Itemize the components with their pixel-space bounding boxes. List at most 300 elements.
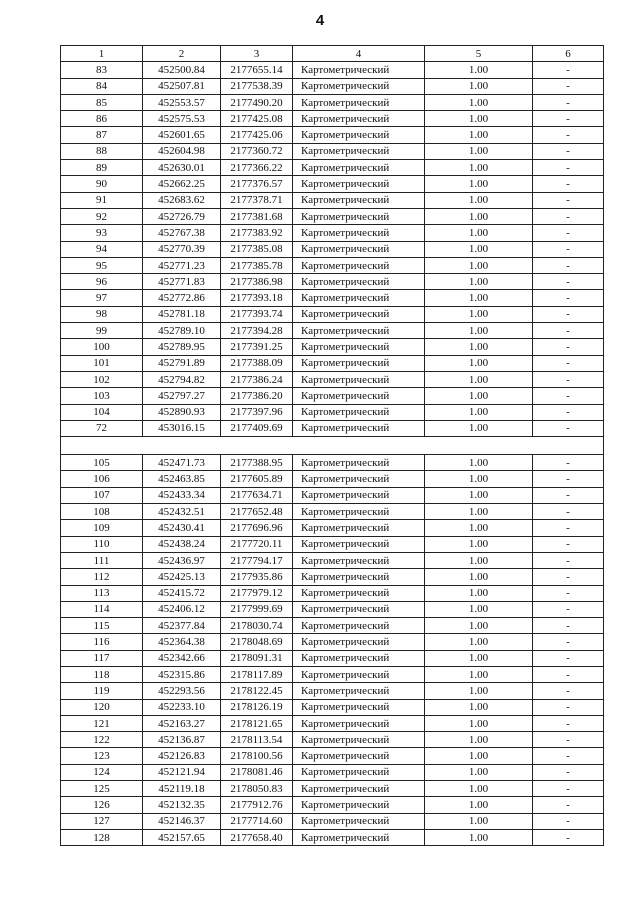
table-cell: 1.00 bbox=[425, 111, 533, 127]
table-cell: Картометрический bbox=[293, 94, 425, 110]
table-cell: 2177935.86 bbox=[221, 569, 293, 585]
table-row bbox=[61, 78, 604, 94]
table-cell: 87 bbox=[61, 127, 143, 143]
table-row bbox=[61, 290, 604, 306]
table-cell: 2177605.89 bbox=[221, 471, 293, 487]
table-cell: 1.00 bbox=[425, 355, 533, 371]
table-row bbox=[61, 176, 604, 192]
table-cell: - bbox=[533, 176, 604, 192]
table-row bbox=[61, 829, 604, 845]
table-cell: 2177490.20 bbox=[221, 94, 293, 110]
table-cell: 2177652.48 bbox=[221, 504, 293, 520]
table-row bbox=[61, 715, 604, 731]
table-row bbox=[61, 241, 604, 257]
table-cell: 2178113.54 bbox=[221, 732, 293, 748]
table-cell: 88 bbox=[61, 143, 143, 159]
table-cell: 123 bbox=[61, 748, 143, 764]
table-row bbox=[61, 487, 604, 503]
table-cell: 84 bbox=[61, 78, 143, 94]
column-header: 2 bbox=[143, 46, 221, 62]
table-cell: - bbox=[533, 601, 604, 617]
table-cell: 452157.65 bbox=[143, 829, 221, 845]
table-cell: 2177794.17 bbox=[221, 552, 293, 568]
table-cell: 117 bbox=[61, 650, 143, 666]
table-cell: Картометрический bbox=[293, 257, 425, 273]
table-cell: Картометрический bbox=[293, 634, 425, 650]
table-cell: Картометрический bbox=[293, 339, 425, 355]
table-cell: 98 bbox=[61, 306, 143, 322]
table-cell: 452771.23 bbox=[143, 257, 221, 273]
table-cell: 1.00 bbox=[425, 257, 533, 273]
table-cell: Картометрический bbox=[293, 355, 425, 371]
table-cell: - bbox=[533, 536, 604, 552]
table-cell: 2177383.92 bbox=[221, 225, 293, 241]
table-cell: 2177386.20 bbox=[221, 388, 293, 404]
table-cell: - bbox=[533, 339, 604, 355]
table-cell: 83 bbox=[61, 62, 143, 78]
table-cell: Картометрический bbox=[293, 404, 425, 420]
table-row bbox=[61, 634, 604, 650]
table-row bbox=[61, 306, 604, 322]
table-cell: 1.00 bbox=[425, 781, 533, 797]
table-cell: 2178081.46 bbox=[221, 764, 293, 780]
table-cell: 1.00 bbox=[425, 748, 533, 764]
table-cell: 99 bbox=[61, 323, 143, 339]
table-cell: Картометрический bbox=[293, 192, 425, 208]
table-cell: Картометрический bbox=[293, 78, 425, 94]
table-cell: 1.00 bbox=[425, 339, 533, 355]
table-cell: Картометрический bbox=[293, 520, 425, 536]
table-cell: 452433.34 bbox=[143, 487, 221, 503]
table-cell: - bbox=[533, 650, 604, 666]
table-cell: 111 bbox=[61, 552, 143, 568]
table-cell: - bbox=[533, 420, 604, 436]
table-cell: Картометрический bbox=[293, 715, 425, 731]
table-row bbox=[61, 569, 604, 585]
table-cell: Картометрический bbox=[293, 732, 425, 748]
table-cell: Картометрический bbox=[293, 371, 425, 387]
table-cell: 452789.95 bbox=[143, 339, 221, 355]
table-row bbox=[61, 257, 604, 273]
table-cell: 452463.85 bbox=[143, 471, 221, 487]
table-cell: 452772.86 bbox=[143, 290, 221, 306]
table-cell: 2177385.08 bbox=[221, 241, 293, 257]
table-cell: Картометрический bbox=[293, 618, 425, 634]
table-header bbox=[61, 46, 604, 62]
table-row bbox=[61, 388, 604, 404]
table-cell: 1.00 bbox=[425, 241, 533, 257]
table-cell: - bbox=[533, 160, 604, 176]
table-row bbox=[61, 160, 604, 176]
table-row bbox=[61, 797, 604, 813]
table-cell: 113 bbox=[61, 585, 143, 601]
table-cell: 104 bbox=[61, 404, 143, 420]
table-cell: Картометрический bbox=[293, 388, 425, 404]
table-cell: - bbox=[533, 404, 604, 420]
table-cell: 1.00 bbox=[425, 306, 533, 322]
table-row bbox=[61, 192, 604, 208]
table-cell: 109 bbox=[61, 520, 143, 536]
table-cell: - bbox=[533, 455, 604, 471]
table-cell: 2177393.74 bbox=[221, 306, 293, 322]
table-cell: 1.00 bbox=[425, 536, 533, 552]
table-cell: Картометрический bbox=[293, 143, 425, 159]
table-cell: - bbox=[533, 471, 604, 487]
table-cell: 452121.94 bbox=[143, 764, 221, 780]
table-cell: 452791.89 bbox=[143, 355, 221, 371]
table-cell: - bbox=[533, 62, 604, 78]
table-cell: 1.00 bbox=[425, 715, 533, 731]
table-cell: 1.00 bbox=[425, 290, 533, 306]
table-cell: - bbox=[533, 504, 604, 520]
table-cell: 1.00 bbox=[425, 585, 533, 601]
table-cell: Картометрический bbox=[293, 127, 425, 143]
table-cell: 2178100.56 bbox=[221, 748, 293, 764]
table-cell: 1.00 bbox=[425, 78, 533, 94]
table-row bbox=[61, 781, 604, 797]
table-cell: 452132.35 bbox=[143, 797, 221, 813]
table-cell: - bbox=[533, 225, 604, 241]
table-cell: - bbox=[533, 699, 604, 715]
table-row bbox=[61, 404, 604, 420]
table-cell: 1.00 bbox=[425, 569, 533, 585]
table-cell: Картометрический bbox=[293, 290, 425, 306]
table-cell: - bbox=[533, 78, 604, 94]
table-cell: Картометрический bbox=[293, 552, 425, 568]
table-cell: - bbox=[533, 487, 604, 503]
table-cell: 1.00 bbox=[425, 552, 533, 568]
table-row bbox=[61, 585, 604, 601]
table-cell: 2177714.60 bbox=[221, 813, 293, 829]
table-cell: Картометрический bbox=[293, 601, 425, 617]
table-cell: 1.00 bbox=[425, 143, 533, 159]
table-row bbox=[61, 699, 604, 715]
table-cell: 101 bbox=[61, 355, 143, 371]
table-cell: - bbox=[533, 520, 604, 536]
table-row bbox=[61, 94, 604, 110]
table-cell: 1.00 bbox=[425, 487, 533, 503]
table-cell: 2177391.25 bbox=[221, 339, 293, 355]
table-cell: - bbox=[533, 781, 604, 797]
table-cell: 1.00 bbox=[425, 371, 533, 387]
table-cell: 96 bbox=[61, 274, 143, 290]
table-cell: Картометрический bbox=[293, 323, 425, 339]
table-cell: Картометрический bbox=[293, 683, 425, 699]
table-cell: 1.00 bbox=[425, 813, 533, 829]
table-cell: 452767.38 bbox=[143, 225, 221, 241]
table-cell: Картометрический bbox=[293, 274, 425, 290]
table-cell: 452136.87 bbox=[143, 732, 221, 748]
table-cell: 1.00 bbox=[425, 650, 533, 666]
table-cell: 452406.12 bbox=[143, 601, 221, 617]
table-cell: - bbox=[533, 257, 604, 273]
table-cell: - bbox=[533, 127, 604, 143]
table-cell: 452293.56 bbox=[143, 683, 221, 699]
table-row bbox=[61, 504, 604, 520]
table-cell: 1.00 bbox=[425, 601, 533, 617]
table-row bbox=[61, 111, 604, 127]
table-cell: 1.00 bbox=[425, 471, 533, 487]
table-cell: Картометрический bbox=[293, 764, 425, 780]
column-header: 5 bbox=[425, 46, 533, 62]
table-cell: 452119.18 bbox=[143, 781, 221, 797]
table-row bbox=[61, 471, 604, 487]
table-cell: Картометрический bbox=[293, 176, 425, 192]
table-cell: 1.00 bbox=[425, 420, 533, 436]
table-cell: 115 bbox=[61, 618, 143, 634]
table-row bbox=[61, 339, 604, 355]
table-cell: 1.00 bbox=[425, 388, 533, 404]
table-cell: - bbox=[533, 618, 604, 634]
table-cell: 2177634.71 bbox=[221, 487, 293, 503]
table-row bbox=[61, 813, 604, 829]
table-cell: - bbox=[533, 94, 604, 110]
table-cell: 105 bbox=[61, 455, 143, 471]
table-cell: 452415.72 bbox=[143, 585, 221, 601]
table-row bbox=[61, 666, 604, 682]
table-cell: Картометрический bbox=[293, 208, 425, 224]
table-cell: Картометрический bbox=[293, 455, 425, 471]
table-cell: Картометрический bbox=[293, 111, 425, 127]
column-header: 3 bbox=[221, 46, 293, 62]
table-cell: 120 bbox=[61, 699, 143, 715]
table-cell: Картометрический bbox=[293, 699, 425, 715]
table-cell: 452575.53 bbox=[143, 111, 221, 127]
table-cell: - bbox=[533, 241, 604, 257]
table-cell: 112 bbox=[61, 569, 143, 585]
table-cell: 453016.15 bbox=[143, 420, 221, 436]
table-cell: 2178030.74 bbox=[221, 618, 293, 634]
table-cell: 2177386.24 bbox=[221, 371, 293, 387]
table-cell: 114 bbox=[61, 601, 143, 617]
table-cell: 125 bbox=[61, 781, 143, 797]
table-cell: 452430.41 bbox=[143, 520, 221, 536]
table-cell: 2177360.72 bbox=[221, 143, 293, 159]
table-cell: 2177658.40 bbox=[221, 829, 293, 845]
table-cell: 1.00 bbox=[425, 764, 533, 780]
table-cell: - bbox=[533, 371, 604, 387]
table-cell: 2177538.39 bbox=[221, 78, 293, 94]
table-cell: 452146.37 bbox=[143, 813, 221, 829]
table-cell: 94 bbox=[61, 241, 143, 257]
table-cell: 1.00 bbox=[425, 634, 533, 650]
table-cell: 2177912.76 bbox=[221, 797, 293, 813]
table-row bbox=[61, 748, 604, 764]
table-cell: 2178117.89 bbox=[221, 666, 293, 682]
table-cell: - bbox=[533, 634, 604, 650]
table-cell: Картометрический bbox=[293, 585, 425, 601]
table-cell: 1.00 bbox=[425, 455, 533, 471]
table-cell: 452432.51 bbox=[143, 504, 221, 520]
table-cell: 2178048.69 bbox=[221, 634, 293, 650]
table-cell: 2177386.98 bbox=[221, 274, 293, 290]
coordinates-table bbox=[60, 45, 604, 846]
table-row bbox=[61, 127, 604, 143]
table-row bbox=[61, 62, 604, 78]
table-cell: - bbox=[533, 813, 604, 829]
table-cell: 452770.39 bbox=[143, 241, 221, 257]
table-cell: 452500.84 bbox=[143, 62, 221, 78]
table-cell: 91 bbox=[61, 192, 143, 208]
table-cell: - bbox=[533, 323, 604, 339]
table-cell: Картометрический bbox=[293, 306, 425, 322]
table-cell: 1.00 bbox=[425, 274, 533, 290]
table-cell: Картометрический bbox=[293, 797, 425, 813]
table-cell: 452771.83 bbox=[143, 274, 221, 290]
table-cell: 107 bbox=[61, 487, 143, 503]
table-cell: 2178122.45 bbox=[221, 683, 293, 699]
table-cell: 1.00 bbox=[425, 176, 533, 192]
table-cell: 2177425.08 bbox=[221, 111, 293, 127]
table-cell: 106 bbox=[61, 471, 143, 487]
table-cell: Картометрический bbox=[293, 829, 425, 845]
table-cell: 100 bbox=[61, 339, 143, 355]
table-cell: 452794.82 bbox=[143, 371, 221, 387]
table-cell: 128 bbox=[61, 829, 143, 845]
table-cell: 2178126.19 bbox=[221, 699, 293, 715]
table-cell: Картометрический bbox=[293, 160, 425, 176]
table-cell: 452425.13 bbox=[143, 569, 221, 585]
table-cell: 127 bbox=[61, 813, 143, 829]
table-row bbox=[61, 323, 604, 339]
table-cell: 2178091.31 bbox=[221, 650, 293, 666]
table-cell: - bbox=[533, 585, 604, 601]
table-cell: 119 bbox=[61, 683, 143, 699]
table-cell: - bbox=[533, 388, 604, 404]
table-cell: 2178121.65 bbox=[221, 715, 293, 731]
table-cell: - bbox=[533, 208, 604, 224]
table-cell: 452315.86 bbox=[143, 666, 221, 682]
table-cell: 86 bbox=[61, 111, 143, 127]
table-cell: 2177720.11 bbox=[221, 536, 293, 552]
table-cell: 1.00 bbox=[425, 683, 533, 699]
table-cell: 72 bbox=[61, 420, 143, 436]
table-cell: 1.00 bbox=[425, 94, 533, 110]
table-cell: 452436.97 bbox=[143, 552, 221, 568]
table-cell: 452471.73 bbox=[143, 455, 221, 471]
table-cell: 452507.81 bbox=[143, 78, 221, 94]
table-row bbox=[61, 683, 604, 699]
table-row bbox=[61, 355, 604, 371]
table-cell: 108 bbox=[61, 504, 143, 520]
table-cell: Картометрический bbox=[293, 650, 425, 666]
table-cell: 1.00 bbox=[425, 225, 533, 241]
table-cell: - bbox=[533, 683, 604, 699]
table-cell: - bbox=[533, 764, 604, 780]
table-row bbox=[61, 732, 604, 748]
table-cell: 1.00 bbox=[425, 520, 533, 536]
table-row bbox=[61, 552, 604, 568]
table-row bbox=[61, 143, 604, 159]
table-cell: 1.00 bbox=[425, 62, 533, 78]
table-cell: 92 bbox=[61, 208, 143, 224]
table-cell: - bbox=[533, 192, 604, 208]
table-cell: 1.00 bbox=[425, 732, 533, 748]
table-row bbox=[61, 371, 604, 387]
table-row bbox=[61, 455, 604, 471]
table-cell: 126 bbox=[61, 797, 143, 813]
table-cell: 452126.83 bbox=[143, 748, 221, 764]
table-cell: 95 bbox=[61, 257, 143, 273]
table-cell: - bbox=[533, 797, 604, 813]
table-cell: Картометрический bbox=[293, 487, 425, 503]
table-cell: 2177381.68 bbox=[221, 208, 293, 224]
table-cell: 2178050.83 bbox=[221, 781, 293, 797]
table-cell: - bbox=[533, 666, 604, 682]
column-header: 4 bbox=[293, 46, 425, 62]
table-cell: Картометрический bbox=[293, 62, 425, 78]
table-cell: 97 bbox=[61, 290, 143, 306]
table-cell: Картометрический bbox=[293, 569, 425, 585]
table-cell: 2177655.14 bbox=[221, 62, 293, 78]
table-cell: 452233.10 bbox=[143, 699, 221, 715]
table-cell: 1.00 bbox=[425, 666, 533, 682]
table-cell: 1.00 bbox=[425, 699, 533, 715]
table-cell: 2177385.78 bbox=[221, 257, 293, 273]
table-cell: Картометрический bbox=[293, 781, 425, 797]
table-cell: Картометрический bbox=[293, 504, 425, 520]
table-cell: 1.00 bbox=[425, 160, 533, 176]
table-cell: - bbox=[533, 748, 604, 764]
table-cell: 118 bbox=[61, 666, 143, 682]
table-cell: 452630.01 bbox=[143, 160, 221, 176]
table-row bbox=[61, 520, 604, 536]
table-cell: 2177393.18 bbox=[221, 290, 293, 306]
page-number: 4 bbox=[315, 12, 325, 29]
table-cell: Картометрический bbox=[293, 536, 425, 552]
table-cell: 90 bbox=[61, 176, 143, 192]
table-row bbox=[61, 764, 604, 780]
table-cell: 2177394.28 bbox=[221, 323, 293, 339]
table-cell: 452662.25 bbox=[143, 176, 221, 192]
table-cell: 1.00 bbox=[425, 323, 533, 339]
table-cell: 124 bbox=[61, 764, 143, 780]
table-cell: 452377.84 bbox=[143, 618, 221, 634]
column-header: 1 bbox=[61, 46, 143, 62]
table-row bbox=[61, 225, 604, 241]
table-cell: - bbox=[533, 143, 604, 159]
table-cell: 452726.79 bbox=[143, 208, 221, 224]
table-cell: 1.00 bbox=[425, 504, 533, 520]
table-cell: 2177409.69 bbox=[221, 420, 293, 436]
table-cell: 116 bbox=[61, 634, 143, 650]
table-cell: 452890.93 bbox=[143, 404, 221, 420]
table-cell: Картометрический bbox=[293, 471, 425, 487]
table-cell: - bbox=[533, 732, 604, 748]
table-cell: 452553.57 bbox=[143, 94, 221, 110]
table-cell: - bbox=[533, 569, 604, 585]
table-cell: 89 bbox=[61, 160, 143, 176]
table-cell: 110 bbox=[61, 536, 143, 552]
table-row bbox=[61, 650, 604, 666]
table-cell: 1.00 bbox=[425, 797, 533, 813]
table-cell: 1.00 bbox=[425, 829, 533, 845]
table-cell: 2177979.12 bbox=[221, 585, 293, 601]
table-cell: 2177366.22 bbox=[221, 160, 293, 176]
table-cell: 1.00 bbox=[425, 192, 533, 208]
table-cell: 102 bbox=[61, 371, 143, 387]
table-cell: 122 bbox=[61, 732, 143, 748]
table-cell: - bbox=[533, 290, 604, 306]
column-header: 6 bbox=[533, 46, 604, 62]
table-cell: Картометрический bbox=[293, 225, 425, 241]
table-cell: Картометрический bbox=[293, 666, 425, 682]
table-cell: 2177999.69 bbox=[221, 601, 293, 617]
table-cell: 1.00 bbox=[425, 127, 533, 143]
table-body bbox=[61, 62, 604, 846]
table-cell: - bbox=[533, 552, 604, 568]
table-cell: 452438.24 bbox=[143, 536, 221, 552]
